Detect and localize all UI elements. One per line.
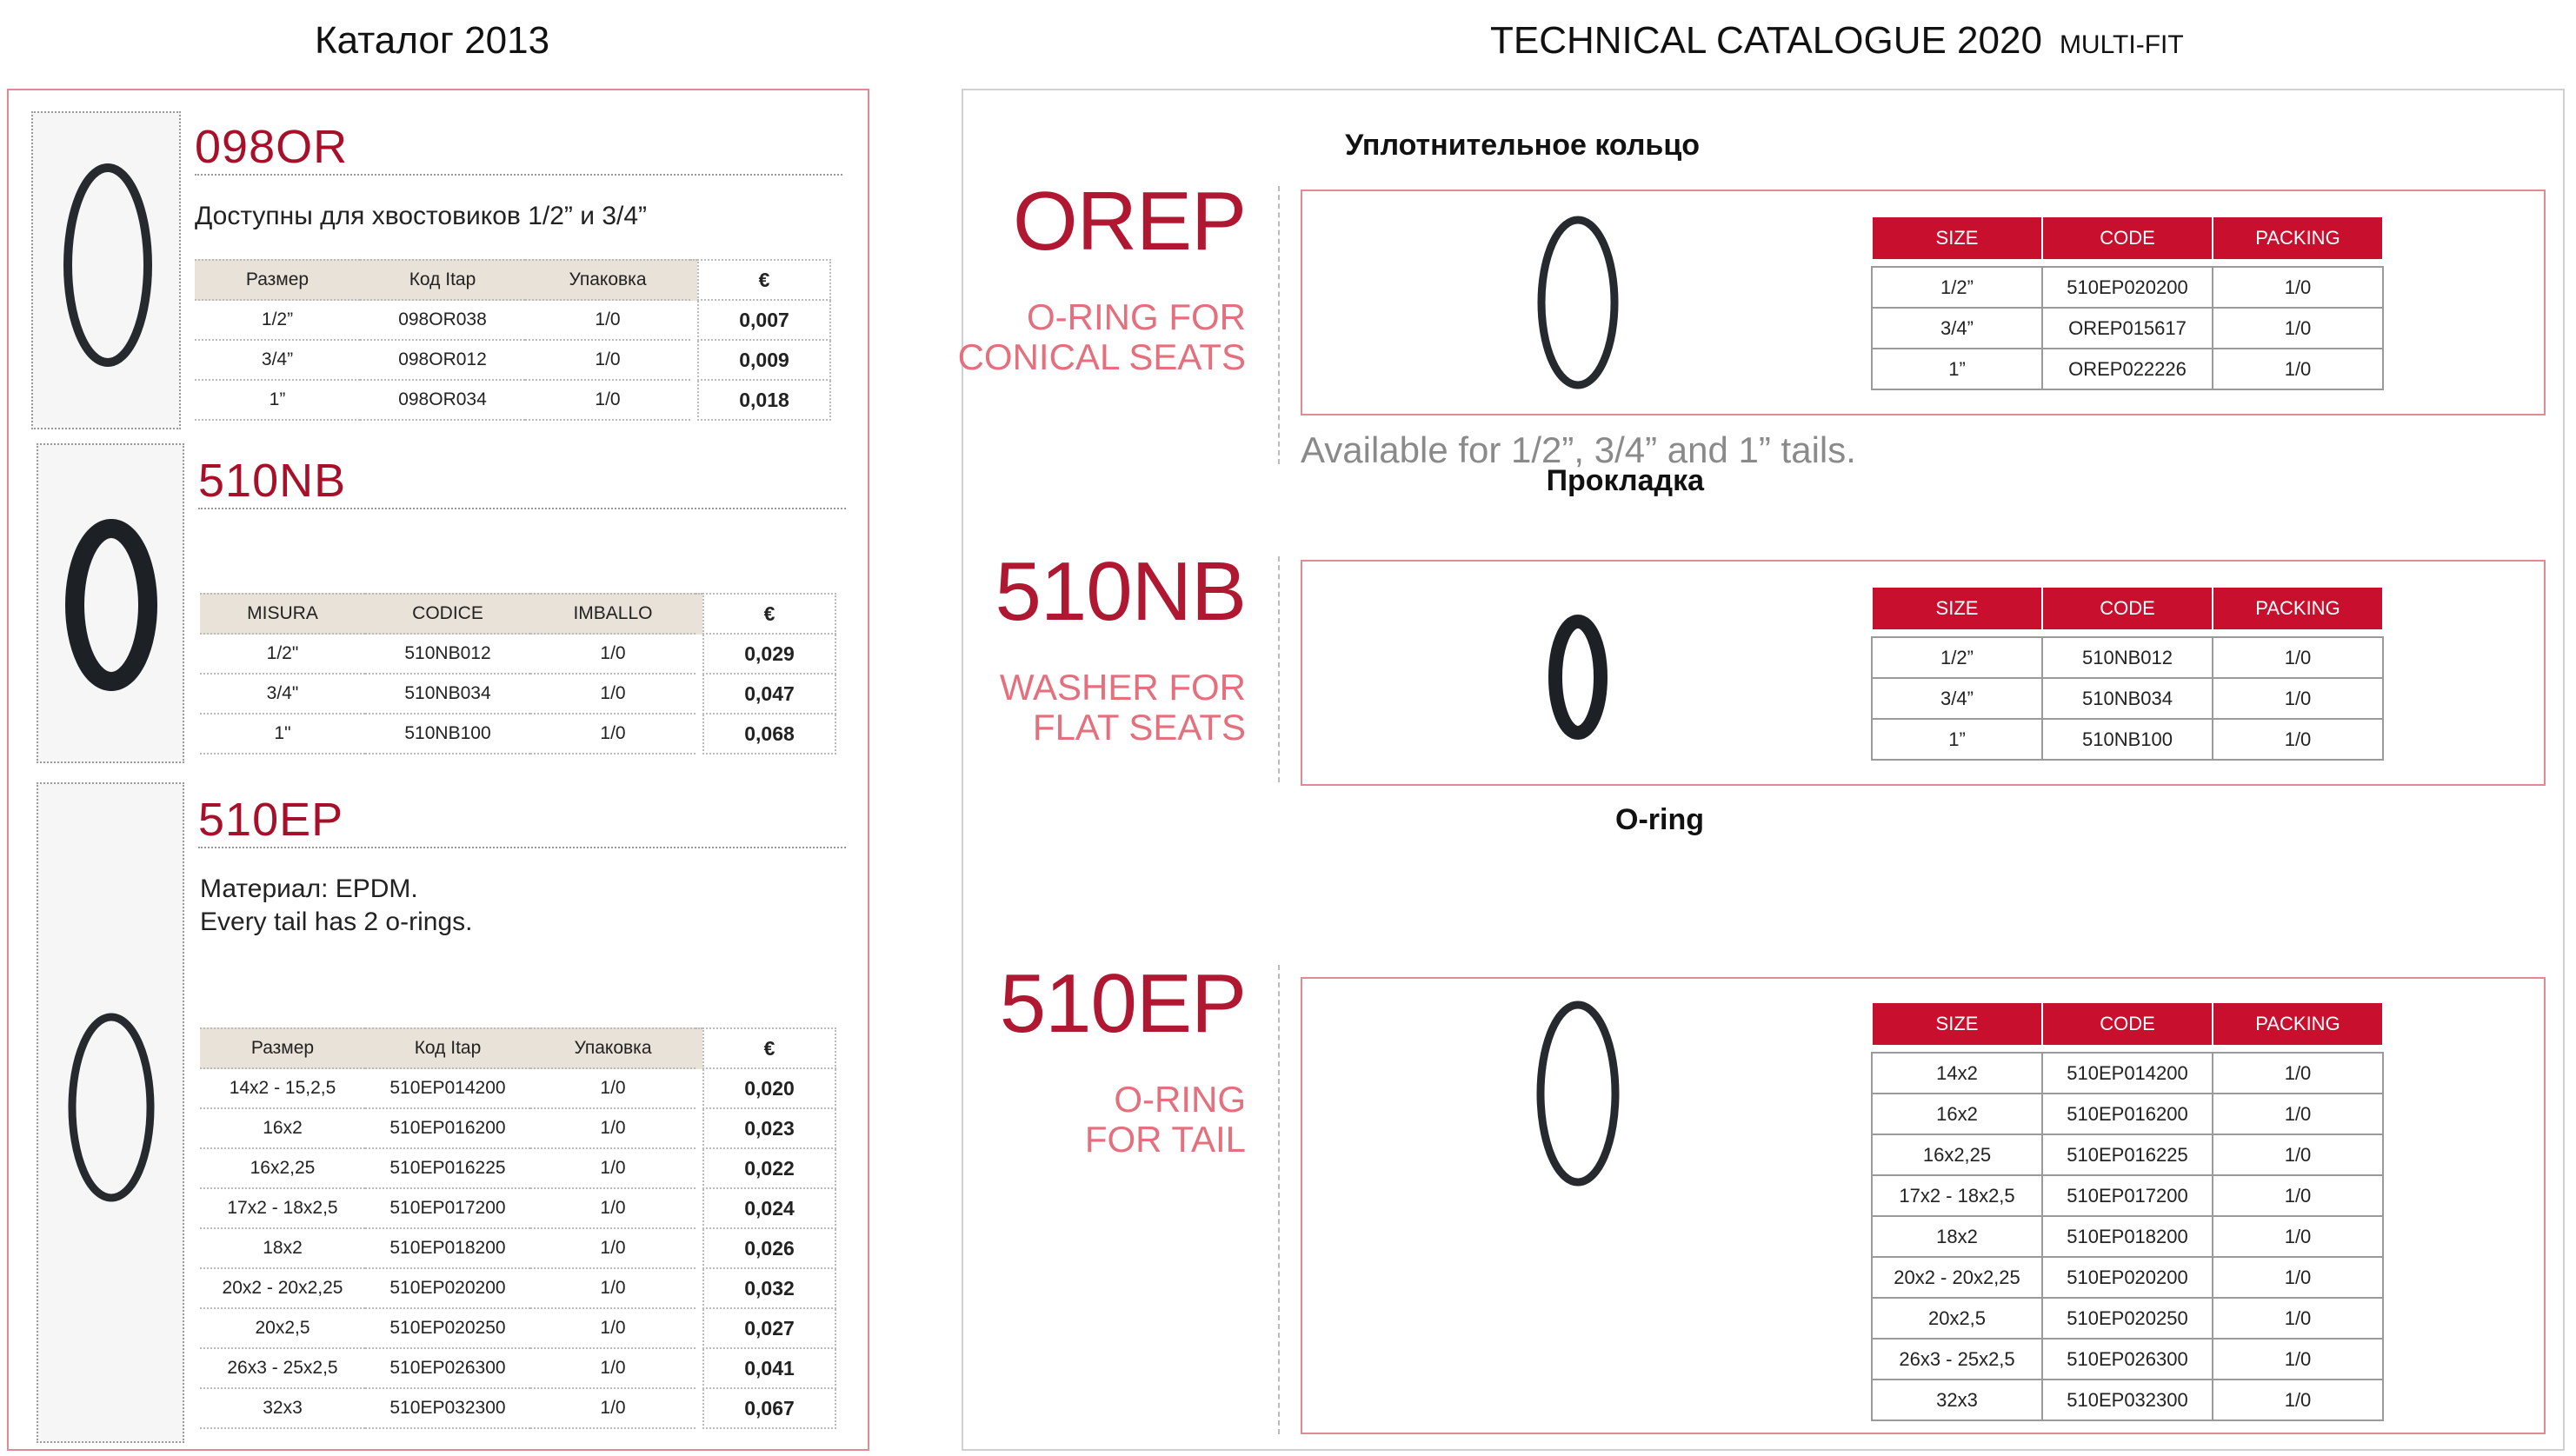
price-table-510ep — [200, 1027, 836, 1429]
cell-packing: 1/0 — [530, 1389, 696, 1429]
col-header-code: CODICE — [365, 593, 530, 635]
cell-packing: 1/0 — [525, 381, 690, 421]
catalog-subtitle: MULTI-FIT — [2059, 30, 2184, 59]
cell-size: 18x2 — [200, 1229, 365, 1269]
cell-packing: 1/0 — [2213, 637, 2383, 678]
cell-code: 510EP018200 — [365, 1229, 530, 1269]
cell-price: 0,029 — [702, 635, 836, 675]
cell-packing: 1/0 — [530, 1309, 696, 1349]
cell-price: 0,023 — [702, 1109, 836, 1149]
price-table-510nb — [200, 593, 836, 755]
cell-packing: 1/0 — [525, 341, 690, 381]
section-title-098or: Уплотнительное кольцо — [1345, 129, 1700, 162]
col-header-code: CODE — [2042, 1002, 2213, 1046]
table-row — [1872, 267, 2383, 308]
col-header-price: € — [702, 1027, 836, 1069]
col-header-size: MISURA — [200, 593, 365, 635]
spec-table-510nb — [1871, 586, 2384, 761]
table-row — [200, 1109, 836, 1149]
cell-code: OREP015617 — [2042, 308, 2213, 349]
col-header-size: SIZE — [1872, 587, 2042, 630]
cell-code: 510EP016200 — [365, 1109, 530, 1149]
table-row — [200, 715, 836, 755]
cell-code: 510EP014200 — [365, 1069, 530, 1109]
cell-packing: 1/0 — [2213, 719, 2383, 760]
cell-packing: 1/0 — [530, 1069, 696, 1109]
cell-packing: 1/0 — [530, 1229, 696, 1269]
cell-code: 510EP020200 — [2042, 1257, 2213, 1298]
table-row — [200, 1269, 836, 1309]
table-row — [1872, 1298, 2383, 1339]
cell-size: 16x2 — [200, 1109, 365, 1149]
col-header-size: SIZE — [1872, 216, 2042, 260]
subtitle-line: O-RING — [1114, 1079, 1246, 1120]
cell-code: 510NB034 — [365, 675, 530, 715]
cell-size: 1" — [200, 715, 365, 755]
cell-price: 0,027 — [702, 1309, 836, 1349]
cell-price: 0,067 — [702, 1389, 836, 1429]
product-subtitle-orep — [958, 297, 1246, 377]
cell-packing: 1/0 — [2213, 1134, 2383, 1175]
col-header-packing: Упаковка — [530, 1027, 696, 1069]
cell-packing: 1/0 — [530, 1149, 696, 1189]
cell-size: 1/2" — [200, 635, 365, 675]
cell-code: 510EP020200 — [2042, 267, 2213, 308]
cell-size: 26x3 - 25x2,5 — [1872, 1339, 2042, 1380]
product-subtitle-510ep — [1085, 1080, 1246, 1160]
col-header-packing: PACKING — [2213, 587, 2383, 630]
cell-size: 1” — [195, 381, 360, 421]
cell-packing: 1/0 — [2213, 267, 2383, 308]
section-description-510ep — [200, 873, 472, 938]
table-row — [200, 1069, 836, 1109]
table-row — [1872, 1134, 2383, 1175]
col-header-code: CODE — [2042, 216, 2213, 260]
cell-size: 20x2 - 20x2,25 — [1872, 1257, 2042, 1298]
cell-code: 510EP017200 — [2042, 1175, 2213, 1216]
cell-size: 32x3 — [200, 1389, 365, 1429]
cell-packing: 1/0 — [2213, 1094, 2383, 1134]
cell-size: 14x2 - 15,2,5 — [200, 1069, 365, 1109]
cell-size: 3/4” — [1872, 308, 2042, 349]
cell-packing: 1/0 — [530, 675, 696, 715]
cell-size: 20x2,5 — [1872, 1298, 2042, 1339]
cell-code: 098OR012 — [360, 341, 525, 381]
cell-price: 0,041 — [702, 1349, 836, 1389]
section-divider — [198, 847, 846, 848]
washer-icon — [38, 445, 186, 765]
product-code-510nb: 510NB — [995, 545, 1246, 638]
table-row — [200, 1189, 836, 1229]
cell-code: 510EP020250 — [2042, 1298, 2213, 1339]
subtitle-line: FOR TAIL — [1084, 1119, 1246, 1160]
cell-packing: 1/0 — [2213, 1053, 2383, 1094]
col-header-packing: PACKING — [2213, 216, 2383, 260]
section-divider — [195, 174, 842, 176]
cell-size: 17x2 - 18x2,5 — [1872, 1175, 2042, 1216]
cell-size: 32x3 — [1872, 1380, 2042, 1420]
col-header-code: CODE — [2042, 587, 2213, 630]
cell-size: 18x2 — [1872, 1216, 2042, 1257]
cell-size: 3/4" — [200, 675, 365, 715]
cell-size: 3/4” — [1872, 678, 2042, 719]
subtitle-line: WASHER FOR — [999, 667, 1246, 708]
cell-code: 098OR034 — [360, 381, 525, 421]
cell-price: 0,032 — [702, 1269, 836, 1309]
cell-packing: 1/0 — [2213, 1339, 2383, 1380]
right-catalog-heading — [1490, 19, 2184, 63]
col-header-code: Код Itap — [365, 1027, 530, 1069]
table-row — [1872, 349, 2383, 389]
cell-size: 20x2 - 20x2,25 — [200, 1269, 365, 1309]
table-row — [1872, 1175, 2383, 1216]
cell-size: 20x2,5 — [200, 1309, 365, 1349]
cell-packing: 1/0 — [530, 1109, 696, 1149]
table-row — [1872, 637, 2383, 678]
cell-packing: 1/0 — [525, 301, 690, 341]
cell-packing: 1/0 — [2213, 1380, 2383, 1420]
cell-code: 510NB012 — [2042, 637, 2213, 678]
washer-icon — [1530, 603, 1626, 751]
catalog-title: TECHNICAL CATALOGUE 2020 — [1490, 19, 2042, 62]
col-header-price: € — [702, 593, 836, 635]
cell-packing: 1/0 — [2213, 1257, 2383, 1298]
table-row — [200, 1149, 836, 1189]
table-row — [200, 1349, 836, 1389]
cell-size: 16x2,25 — [200, 1149, 365, 1189]
col-header-packing: Упаковка — [525, 259, 690, 301]
cell-packing: 1/0 — [2213, 308, 2383, 349]
availability-note: Available for 1/2”, 3/4” and 1” tails. — [1301, 429, 1856, 470]
table-row — [1872, 308, 2383, 349]
cell-code: 510EP020200 — [365, 1269, 530, 1309]
cell-code: OREP022226 — [2042, 349, 2213, 389]
cell-size: 26x3 - 25x2,5 — [200, 1349, 365, 1389]
oring-icon — [1513, 207, 1643, 398]
cell-code: 510EP032300 — [2042, 1380, 2213, 1420]
cell-code: 510EP017200 — [365, 1189, 530, 1229]
table-row — [200, 1389, 836, 1429]
table-row — [200, 1229, 836, 1269]
col-header-code: Код Itap — [360, 259, 525, 301]
section-code-098or: 098OR — [195, 121, 349, 173]
cell-code: 510NB100 — [365, 715, 530, 755]
cell-packing: 1/0 — [2213, 1175, 2383, 1216]
cell-price: 0,022 — [702, 1149, 836, 1189]
oring-icon — [38, 784, 186, 1445]
cell-code: 098OR038 — [360, 301, 525, 341]
cell-code: 510EP016200 — [2042, 1094, 2213, 1134]
cell-code: 510EP026300 — [2042, 1339, 2213, 1380]
table-row — [200, 675, 836, 715]
cell-size: 16x2,25 — [1872, 1134, 2042, 1175]
cell-code: 510NB100 — [2042, 719, 2213, 760]
table-row — [195, 381, 831, 421]
price-table-098or — [195, 259, 831, 421]
section-title-510ep: O-ring — [1615, 803, 1704, 836]
col-header-packing: PACKING — [2213, 1002, 2383, 1046]
section-code-510ep: 510EP — [198, 794, 344, 846]
cell-code: 510EP014200 — [2042, 1053, 2213, 1094]
product-code-orep: OREP — [1012, 175, 1246, 268]
col-header-size: Размер — [200, 1027, 365, 1069]
col-header-size: SIZE — [1872, 1002, 2042, 1046]
section-vertical-rule — [1278, 186, 1280, 464]
cell-packing: 1/0 — [530, 1349, 696, 1389]
spec-table-510ep — [1871, 1001, 2384, 1421]
table-row — [200, 1309, 836, 1349]
left-catalog-heading: Каталог 2013 — [315, 19, 550, 62]
cell-code: 510EP016225 — [365, 1149, 530, 1189]
cell-packing: 1/0 — [2213, 1216, 2383, 1257]
description-line: Every tail has 2 o-rings. — [200, 907, 473, 936]
cell-code: 510NB012 — [365, 635, 530, 675]
cell-code: 510NB034 — [2042, 678, 2213, 719]
cell-size: 1/2” — [1872, 637, 2042, 678]
product-code-510ep: 510EP — [999, 957, 1246, 1050]
product-subtitle-510nb — [1000, 668, 1246, 748]
cell-price: 0,068 — [702, 715, 836, 755]
section-vertical-rule — [1278, 556, 1280, 782]
cell-size: 16x2 — [1872, 1094, 2042, 1134]
cell-code: 510EP020250 — [365, 1309, 530, 1349]
col-header-packing: IMBALLO — [530, 593, 696, 635]
section-divider — [198, 508, 846, 509]
section-description-098or: Доступны для хвостовиков 1/2” и 3/4” — [195, 202, 648, 230]
cell-packing: 1/0 — [2213, 1298, 2383, 1339]
table-row — [200, 635, 836, 675]
cell-packing: 1/0 — [530, 715, 696, 755]
section-code-510nb: 510NB — [198, 455, 347, 507]
cell-code: 510EP026300 — [365, 1349, 530, 1389]
table-row — [1872, 1380, 2383, 1420]
cell-code: 510EP018200 — [2042, 1216, 2213, 1257]
oring-icon — [1513, 991, 1643, 1200]
cell-packing: 1/0 — [530, 1189, 696, 1229]
oring-image-098or — [31, 111, 181, 429]
cell-size: 1” — [1872, 719, 2042, 760]
subtitle-line: O-RING FOR — [1027, 296, 1246, 337]
spec-table-orep — [1871, 216, 2384, 390]
table-row — [1872, 1216, 2383, 1257]
cell-size: 1” — [1872, 349, 2042, 389]
cell-code: 510EP016225 — [2042, 1134, 2213, 1175]
col-header-size: Размер — [195, 259, 360, 301]
section-title-510nb: Прокладка — [1546, 464, 1704, 497]
description-line: Материал: EPDM. — [200, 874, 418, 903]
cell-price: 0,020 — [702, 1069, 836, 1109]
oring-image-510ep — [37, 782, 184, 1443]
cell-price: 0,026 — [702, 1229, 836, 1269]
cell-code: 510EP032300 — [365, 1389, 530, 1429]
table-row — [1872, 1094, 2383, 1134]
table-row — [195, 341, 831, 381]
cell-size: 1/2” — [1872, 267, 2042, 308]
cell-price: 0,047 — [702, 675, 836, 715]
oring-icon — [33, 113, 183, 431]
table-row — [1872, 678, 2383, 719]
col-header-price: € — [697, 259, 831, 301]
table-row — [1872, 1053, 2383, 1094]
cell-packing: 1/0 — [2213, 678, 2383, 719]
table-row — [1872, 1339, 2383, 1380]
table-row — [1872, 719, 2383, 760]
table-row — [195, 301, 831, 341]
cell-packing: 1/0 — [530, 635, 696, 675]
cell-packing: 1/0 — [530, 1269, 696, 1309]
subtitle-line: CONICAL SEATS — [957, 336, 1246, 378]
cell-packing: 1/0 — [2213, 349, 2383, 389]
cell-size: 3/4” — [195, 341, 360, 381]
cell-price: 0,018 — [697, 381, 831, 421]
cell-price: 0,009 — [697, 341, 831, 381]
cell-price: 0,007 — [697, 301, 831, 341]
section-vertical-rule — [1278, 965, 1280, 1434]
washer-image-510nb — [37, 443, 184, 763]
table-row — [1872, 1257, 2383, 1298]
subtitle-line: FLAT SEATS — [1032, 707, 1246, 748]
cell-size: 17x2 - 18x2,5 — [200, 1189, 365, 1229]
cell-size: 1/2” — [195, 301, 360, 341]
cell-size: 14x2 — [1872, 1053, 2042, 1094]
cell-price: 0,024 — [702, 1189, 836, 1229]
